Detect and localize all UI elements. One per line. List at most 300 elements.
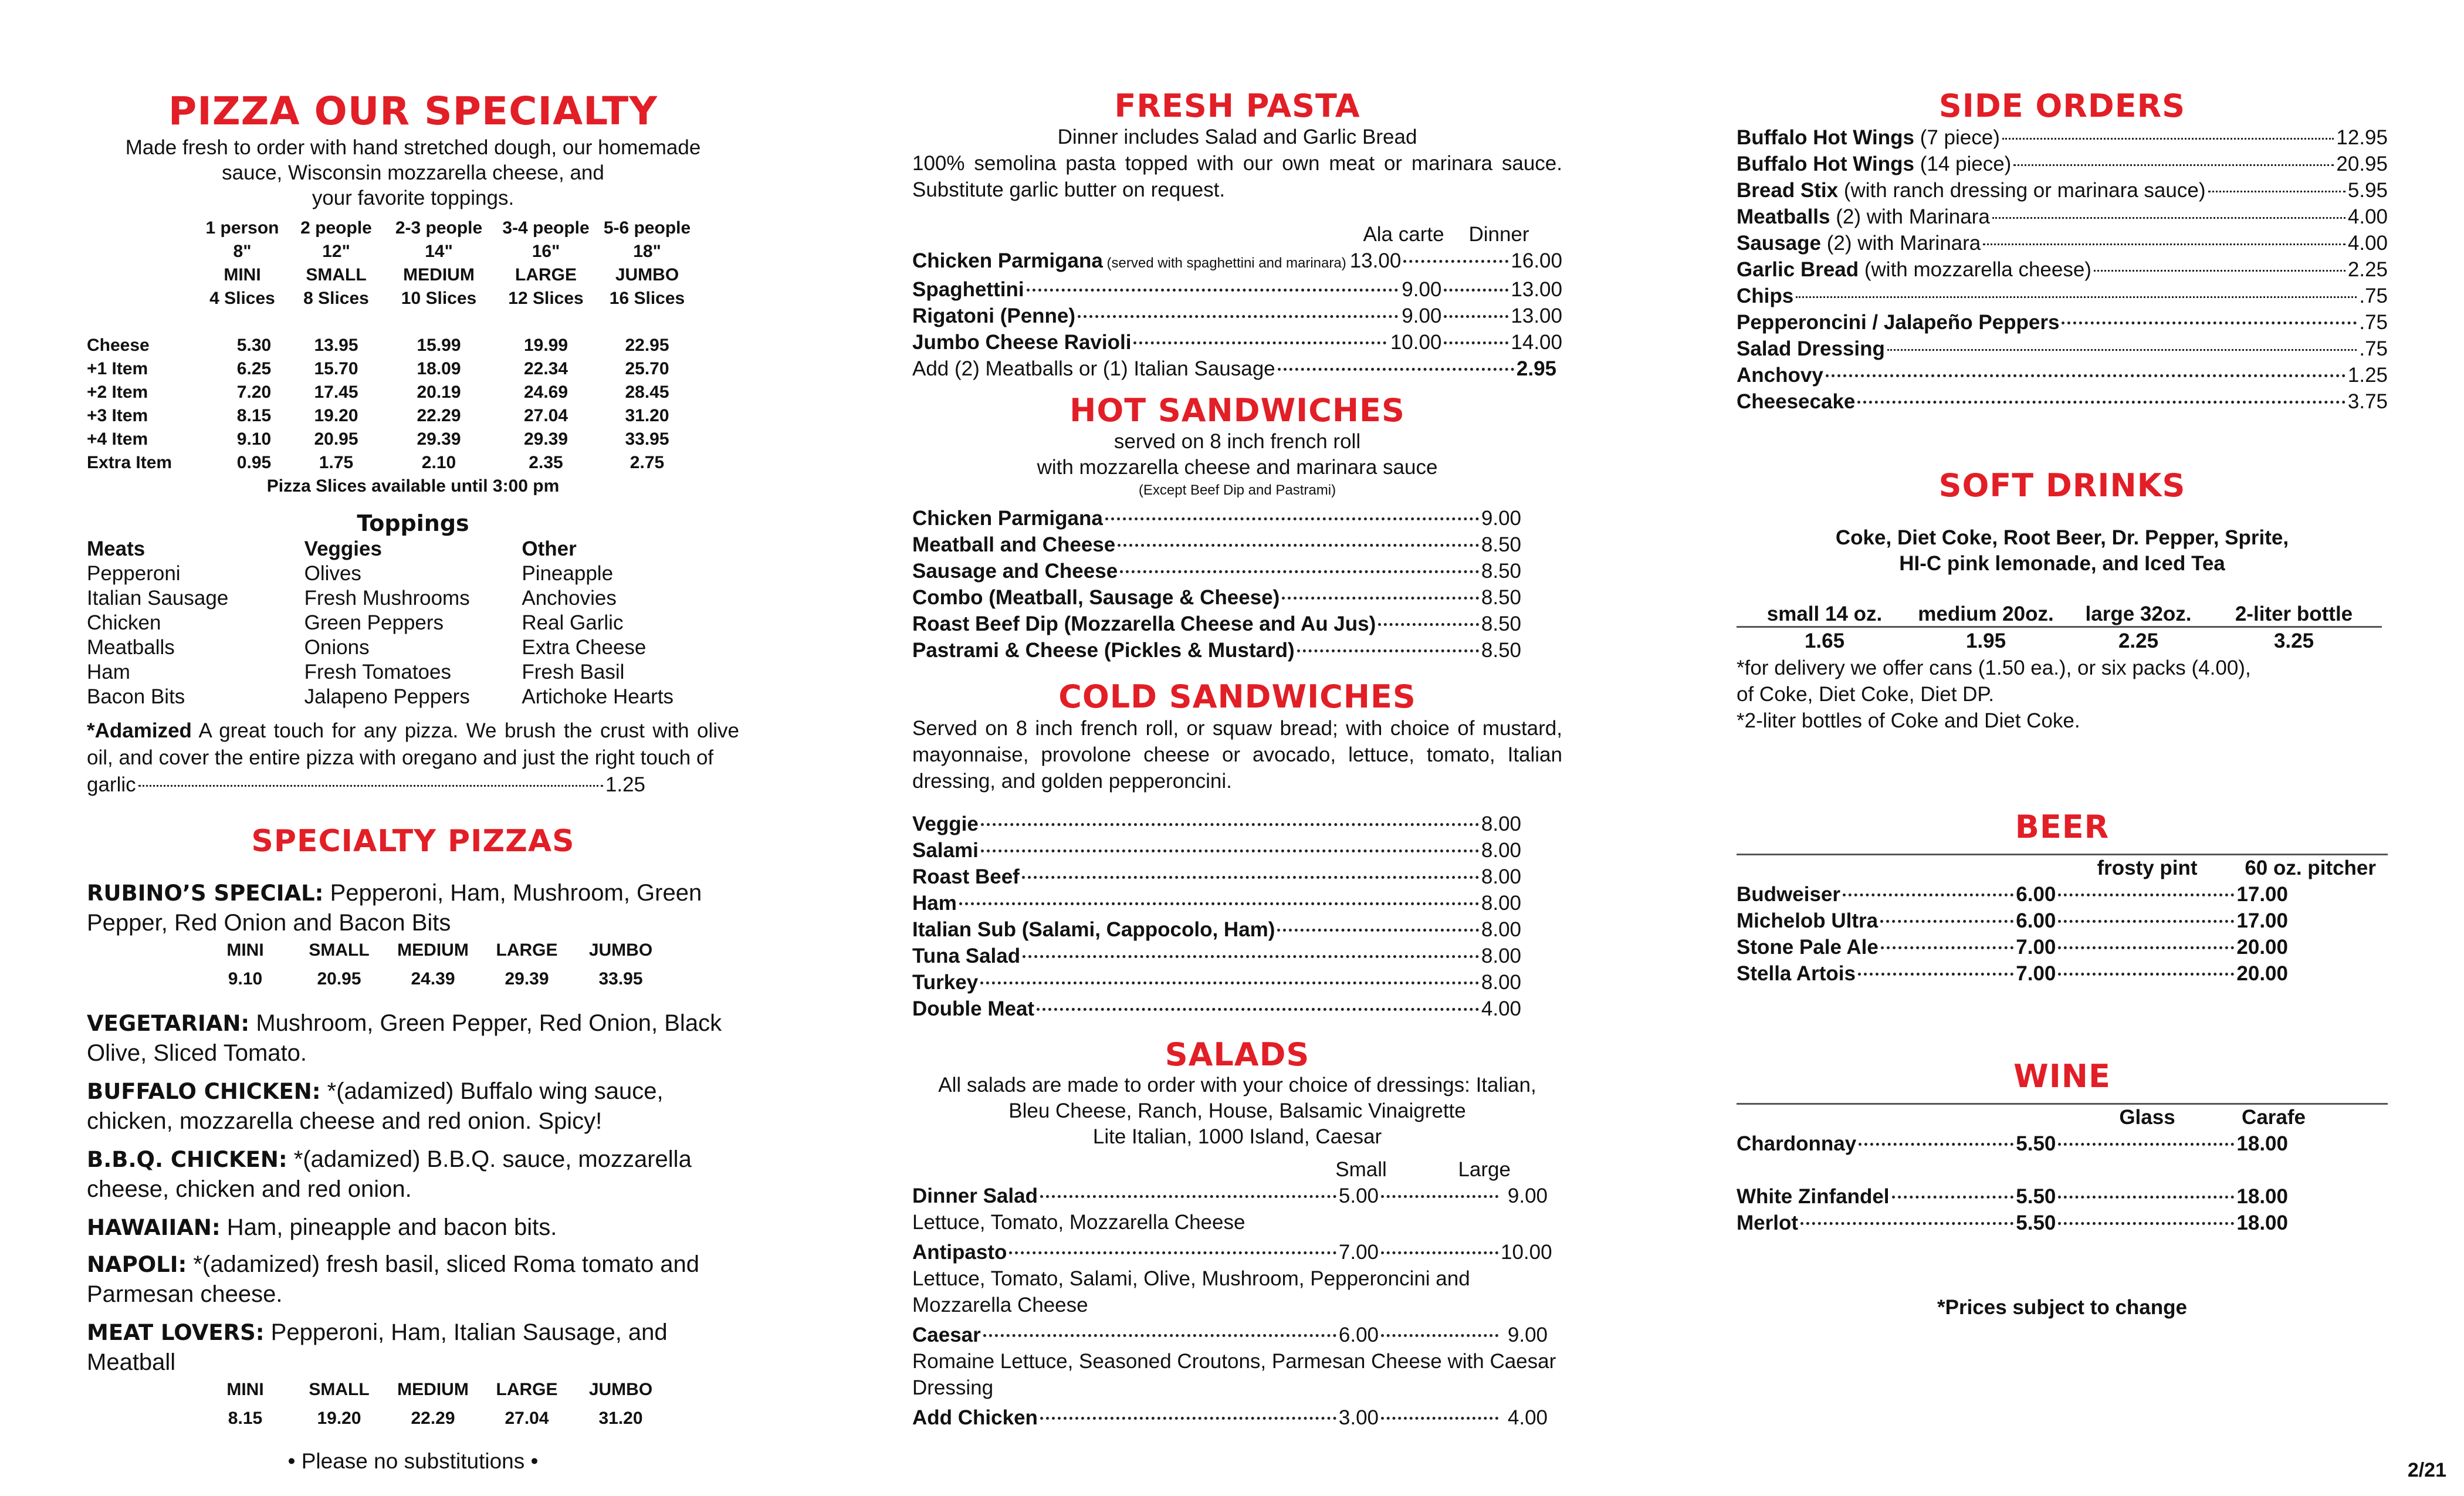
- glass-header: Glass: [2119, 1106, 2175, 1129]
- beer-column-headers: [1737, 855, 2388, 881]
- beer-item: [1737, 881, 2288, 908]
- pizza-name: B.B.Q. CHICKEN:: [87, 1147, 287, 1172]
- item-name: Tuna Salad: [912, 945, 1021, 967]
- hot-sandwich-item: [912, 611, 1562, 637]
- price-cell: 18.09: [417, 359, 461, 378]
- glass-price: 5.50: [2016, 1211, 2056, 1234]
- side-item: [1737, 151, 2388, 177]
- adamized-price-row: [87, 771, 739, 798]
- item-name: Chips: [1737, 285, 1794, 307]
- pasta-description: 100% semolina pasta topped with our own meat or marinara sauce. Substitute garlic butter on request.: [912, 152, 1562, 201]
- leader-dots: [1381, 1195, 1498, 1198]
- spacer: [912, 222, 1346, 248]
- item-note: (with ranch dressing or marinara sauce): [1838, 179, 2206, 202]
- price-row: [87, 404, 739, 428]
- item-name: Stone Pale Ale: [1737, 936, 1879, 959]
- item-price: 8.50: [1481, 612, 1521, 635]
- large-price: 9.00: [1507, 1184, 1548, 1207]
- item-price: 8.00: [1481, 813, 1521, 835]
- adamized-note: [87, 717, 739, 771]
- leader-dots: [980, 981, 1479, 984]
- leader-dots: [1992, 217, 2345, 219]
- pasta-item: [912, 303, 1562, 329]
- soft-drinks-title: SOFT DRINKS: [1938, 467, 2186, 504]
- salad-name: Caesar: [912, 1324, 981, 1346]
- size-name: LARGE: [496, 940, 558, 960]
- item-name: Meatball and Cheese: [912, 533, 1116, 556]
- topping-item: Jalapeno Peppers: [304, 685, 470, 708]
- price-cell: 8.15: [228, 1409, 263, 1428]
- cold-sandwich-item: [912, 943, 1562, 969]
- price-cell: 24.69: [523, 383, 568, 402]
- size-name: JUMBO: [615, 265, 679, 285]
- cold-sandwich-item: [912, 916, 1562, 943]
- no-substitutions-note: • Please no substitutions •: [287, 1449, 539, 1473]
- price-cell: 22.29: [411, 1409, 455, 1428]
- beer-list: [1737, 881, 2288, 987]
- glass-price: 5.50: [2016, 1185, 2056, 1208]
- leader-dots: [2062, 321, 2357, 324]
- add-on-label: Add (2) Meatballs or (1) Italian Sausage: [912, 357, 1275, 380]
- hot-sandwich-list: [912, 505, 1562, 664]
- price-cell: 8.15: [236, 406, 272, 425]
- leader-dots: [1444, 315, 1508, 318]
- leader-dots: [1381, 1417, 1498, 1420]
- pint-price: 6.00: [2016, 909, 2056, 932]
- leader-dots: [1796, 296, 2357, 298]
- price-cell: 22.95: [625, 336, 669, 355]
- pitcher-header: 60 oz. pitcher: [2245, 857, 2376, 879]
- size-slices: 8 Slices: [303, 289, 369, 308]
- item-price: 3.75: [2347, 390, 2388, 413]
- leader-dots: [1381, 1334, 1498, 1337]
- topping-item: Italian Sausage: [87, 587, 229, 610]
- price-cell: 27.04: [505, 1409, 549, 1428]
- item-name: Meatballs: [1737, 205, 1830, 228]
- leader-dots: [1105, 517, 1479, 520]
- drinks-note: *for delivery we offer cans (1.50 ea.), or six packs (4.00),: [1737, 656, 2251, 679]
- item-note: (2) with Marinara: [1820, 232, 1981, 255]
- spacer: [1737, 1157, 2288, 1183]
- pizza-intro-line: Made fresh to order with hand stretched dough, our homemade: [125, 136, 701, 159]
- price-cell: 5.30: [236, 336, 272, 355]
- leader-dots: [1118, 544, 1479, 547]
- salads-list: [912, 1183, 1562, 1431]
- leader-dots: [1378, 623, 1479, 626]
- pizza-name: NAPOLI:: [87, 1252, 187, 1277]
- cold-sandwiches-title: COLD SANDWICHES: [1058, 678, 1416, 715]
- side-item: [1737, 230, 2388, 256]
- item-name: Veggie: [912, 813, 979, 835]
- price-cell: 19.99: [523, 336, 568, 355]
- beer-item: [1737, 960, 2288, 987]
- salad-name: Dinner Salad: [912, 1184, 1038, 1207]
- leader-dots: [1403, 260, 1508, 263]
- price-cell: 20.19: [417, 383, 461, 402]
- specialty-title: SPECIALTY PIZZAS: [251, 824, 575, 859]
- small-price: 6.00: [1338, 1324, 1379, 1346]
- size-inch: 14": [425, 242, 453, 261]
- side-item: [1737, 388, 2388, 415]
- rubino-size-names: [198, 938, 739, 963]
- item-price: 9.00: [1481, 507, 1521, 530]
- item-price: 8.00: [1481, 945, 1521, 967]
- item-note: (with mozzarella cheese): [1859, 258, 2091, 281]
- item-price: 8.00: [1481, 892, 1521, 915]
- size-name: LARGE: [496, 1380, 558, 1399]
- pizza-intro-line: sauce, Wisconsin mozzarella cheese, and: [222, 161, 604, 184]
- toppings-head: Other: [522, 537, 577, 560]
- drinks-line: HI-C pink lemonade, and Iced Tea: [1899, 552, 2225, 575]
- item-name: Salami: [912, 839, 979, 862]
- leader-dots: [959, 902, 1479, 905]
- row-label: Extra Item: [87, 453, 172, 472]
- leader-dots: [1843, 893, 2013, 896]
- topping-item: Fresh Tomatoes: [304, 661, 451, 683]
- leader-dots: [2208, 191, 2345, 192]
- price-cell: 9.10: [228, 969, 263, 989]
- leader-dots: [983, 1334, 1336, 1337]
- leader-dots: [1297, 649, 1479, 652]
- wine-title: WINE: [2013, 1058, 2111, 1095]
- leader-dots: [1800, 1222, 2013, 1225]
- meat-lovers-pizza: [87, 1318, 739, 1377]
- salad-item: [912, 1183, 1562, 1209]
- leader-dots: [1858, 973, 2013, 976]
- beer-item: [1737, 908, 2288, 934]
- carafe-header: Carafe: [2242, 1106, 2306, 1129]
- item-price: 5.95: [2347, 179, 2388, 202]
- pasta-title: FRESH PASTA: [1114, 87, 1360, 124]
- leader-dots: [1881, 946, 2013, 949]
- price-row: [87, 357, 739, 381]
- item-name: Cheesecake: [1737, 390, 1856, 413]
- size-name: SMALL: [309, 940, 370, 960]
- salad-description: Lettuce, Tomato, Mozzarella Cheese: [912, 1211, 1245, 1234]
- item-name: Garlic Bread: [1737, 258, 1859, 281]
- pasta-sandwich-column: [912, 0, 1562, 1431]
- pitcher-price: 17.00: [2236, 883, 2288, 906]
- price-cell: 9.10: [236, 429, 272, 449]
- size-name: MEDIUM: [403, 265, 475, 285]
- price-cell: 2.10: [421, 453, 456, 472]
- pitcher-price: 20.00: [2236, 936, 2288, 959]
- row-label: +4 Item: [87, 429, 148, 449]
- drinks-line: Coke, Diet Coke, Root Beer, Dr. Pepper, Sprite,: [1835, 526, 2289, 549]
- leader-dots: [1983, 243, 2345, 245]
- pasta-add-on: [912, 356, 1562, 382]
- pizza-price-table: [87, 334, 739, 498]
- item-name: Michelob Ultra: [1737, 909, 1879, 932]
- topping-item: Olives: [304, 562, 361, 585]
- salads-subtitle: Bleu Cheese, Ranch, House, Balsamic Vinaigrette: [1008, 1099, 1466, 1122]
- row-label: +2 Item: [87, 383, 148, 402]
- leader-dots: [1023, 955, 1479, 958]
- sides-drinks-column: [1737, 0, 2388, 1321]
- leader-dots: [2058, 920, 2234, 923]
- price-row: [87, 428, 739, 451]
- item-price: 4.00: [1481, 997, 1521, 1020]
- item-price: 8.50: [1481, 560, 1521, 583]
- cold-sandwich-item: [912, 837, 1562, 864]
- salads-subtitle: All salads are made to order with your choice of dressings: Italian,: [938, 1074, 1536, 1096]
- price-cell: 15.99: [417, 336, 461, 355]
- leader-dots: [1444, 289, 1508, 292]
- pasta-list: [912, 248, 1562, 382]
- side-item: [1737, 256, 2388, 283]
- toppings-head: Veggies: [304, 537, 382, 560]
- adamized-text: A great touch for any pizza. We brush the crust with olive oil, and cover the entire pizza with oregano and just the right touch of: [87, 719, 739, 769]
- vegetarian-pizza: [87, 1008, 739, 1068]
- topping-item: Anchovies: [522, 587, 617, 610]
- size-name: MINI: [224, 265, 261, 285]
- toppings-title: Toppings: [357, 510, 469, 536]
- pint-price: 6.00: [2016, 883, 2056, 906]
- side-orders-title: SIDE ORDERS: [1938, 87, 2186, 124]
- buffalo-chicken-pizza: [87, 1077, 739, 1136]
- drinks-note: of Coke, Diet Coke, Diet DP.: [1737, 683, 1994, 706]
- price-cell: 29.39: [417, 429, 461, 449]
- large-price: 9.00: [1507, 1324, 1548, 1346]
- pizza-name: BUFFALO CHICKEN:: [87, 1079, 321, 1104]
- leader-dots: [1277, 929, 1478, 932]
- toppings-column-meats: [87, 537, 304, 709]
- topping-item: Fresh Basil: [522, 661, 625, 683]
- price-cell: 20.95: [317, 969, 361, 989]
- pint-price: 7.00: [2016, 962, 2056, 985]
- drink-price: 1.95: [1965, 629, 2006, 652]
- item-name: Pastrami & Cheese (Pickles & Mustard): [912, 639, 1295, 662]
- side-item: [1737, 204, 2388, 230]
- item-price: 20.95: [2336, 153, 2388, 175]
- item-name: Salad Dressing: [1737, 337, 1885, 360]
- price-cell: 29.39: [523, 429, 568, 449]
- salad-item: [912, 1322, 1562, 1348]
- item-price: 8.00: [1481, 918, 1521, 941]
- cold-sandwich-item: [912, 864, 1562, 890]
- side-item: [1737, 362, 2388, 388]
- pasta-name: Spaghettini: [912, 278, 1024, 301]
- meat-prices: [198, 1402, 739, 1435]
- topping-item: Pineapple: [522, 562, 614, 585]
- wine-column-headers: [1737, 1105, 2388, 1131]
- salads-subtitle: Lite Italian, 1000 Island, Caesar: [1092, 1125, 1382, 1148]
- item-price: 12.95: [2336, 126, 2388, 149]
- leader-dots: [2058, 893, 2234, 896]
- price-cell: 19.20: [317, 1409, 361, 1428]
- side-item: [1737, 309, 2388, 336]
- price-cell: 19.20: [314, 406, 358, 425]
- drinks-prices-row: [1737, 628, 2388, 655]
- item-note: (14 piece): [1914, 153, 2012, 175]
- size-name: MEDIUM: [397, 1380, 469, 1399]
- cold-sandwich-item: [912, 811, 1562, 837]
- pasta-item: [912, 276, 1562, 303]
- leader-dots: [1133, 341, 1386, 344]
- beer-title: BEER: [2015, 808, 2110, 845]
- size-slices: 4 Slices: [209, 289, 275, 308]
- price-cell: 33.95: [625, 429, 669, 449]
- size-inch: 8": [233, 242, 252, 261]
- price-cell: 22.29: [417, 406, 461, 425]
- napoli-pizza: [87, 1250, 739, 1309]
- spacer: [1737, 855, 2077, 881]
- topping-item: Fresh Mushrooms: [304, 587, 470, 610]
- pasta-name: Chicken Parmigana: [912, 249, 1103, 272]
- toppings-head: Meats: [87, 537, 145, 560]
- salad-description: Lettuce, Tomato, Salami, Olive, Mushroom, Pepperoncini and Mozzarella Cheese: [912, 1267, 1470, 1316]
- side-item: [1737, 124, 2388, 151]
- size-name: JUMBO: [588, 940, 653, 960]
- price-cell: 17.45: [314, 383, 358, 402]
- hot-sandwiches-title: HOT SANDWICHES: [1069, 392, 1405, 429]
- topping-item: Pepperoni: [87, 562, 181, 585]
- leader-dots: [1009, 1251, 1336, 1254]
- dinner-header: Dinner: [1468, 223, 1529, 246]
- dinner-price: 13.00: [1511, 304, 1562, 327]
- drinks-note: *2-liter bottles of Coke and Diet Coke.: [1737, 709, 2080, 732]
- drink-size: small 14 oz.: [1766, 603, 1883, 625]
- pizza-desc: Pepperoni, Ham, Italian Sausage, and Meatball: [87, 1319, 668, 1375]
- price-cell: 1.75: [319, 453, 354, 472]
- item-name: Sausage and Cheese: [912, 560, 1118, 583]
- pizza-desc: *(adamized) Buffalo wing sauce, chicken, mozzarella cheese and red onion. Spicy!: [87, 1078, 664, 1134]
- price-cell: 13.95: [314, 336, 358, 355]
- drink-price: 1.65: [1804, 629, 1845, 652]
- price-cell: 2.35: [529, 453, 563, 472]
- size-people: 3-4 people: [502, 218, 590, 238]
- ala-carte-price: 13.00: [1349, 249, 1402, 272]
- item-name: Roast Beef Dip (Mozzarella Cheese and Au Jus): [912, 612, 1376, 635]
- toppings-list: [87, 537, 739, 709]
- item-name: Budweiser: [1737, 883, 1840, 906]
- small-price: 7.00: [1338, 1241, 1379, 1264]
- drink-size: medium 20oz.: [1918, 603, 2054, 625]
- pasta-name: Rigatoni (Penne): [912, 304, 1076, 327]
- page-number: 2/21: [2407, 1459, 2446, 1481]
- item-name: Double Meat: [912, 997, 1035, 1020]
- wine-item: [1737, 1183, 2288, 1210]
- price-row: [87, 381, 739, 404]
- pitcher-price: 17.00: [2236, 909, 2288, 932]
- item-name: Bread Stix: [1737, 179, 1839, 202]
- item-name: Buffalo Hot Wings: [1737, 153, 1914, 175]
- topping-item: Ham: [87, 661, 130, 683]
- drink-size: 2-liter bottle: [2235, 603, 2353, 625]
- ala-carte-price: 9.00: [1402, 278, 1442, 301]
- item-price: .75: [2359, 311, 2388, 334]
- rubino-prices: [198, 963, 739, 996]
- item-price: .75: [2359, 337, 2388, 360]
- price-cell: 27.04: [523, 406, 568, 425]
- item-name: White Zinfandel: [1737, 1185, 1890, 1208]
- pizza-desc: Mushroom, Green Pepper, Red Onion, Black Olive, Sliced Tomato.: [87, 1010, 722, 1066]
- pasta-name: Jumbo Cheese Ravioli: [912, 331, 1132, 354]
- item-name: Sausage: [1737, 232, 1821, 255]
- pasta-note: (served with spaghettini and marinara): [1102, 255, 1346, 271]
- small-header: Small: [1335, 1158, 1387, 1181]
- hot-sandwich-item: [912, 558, 1562, 584]
- size-inch: 16": [532, 242, 560, 261]
- leader-dots: [138, 785, 603, 787]
- hot-exception-note: (Except Beef Dip and Pastrami): [1138, 482, 1336, 498]
- wine-item: [1737, 1131, 2288, 1157]
- item-name: Ham: [912, 892, 957, 915]
- leader-dots: [2013, 164, 2334, 166]
- size-name: SMALL: [309, 1380, 370, 1399]
- hot-sandwich-item: [912, 584, 1562, 611]
- drinks-sizes-row: [1737, 603, 2382, 628]
- row-label: Cheese: [87, 336, 150, 355]
- item-price: 8.00: [1481, 865, 1521, 888]
- item-name: Chardonnay: [1737, 1132, 1857, 1155]
- pizza-title: PIZZA OUR SPECIALTY: [168, 89, 658, 134]
- pizza-intro: [87, 135, 739, 211]
- topping-item: Onions: [304, 636, 370, 659]
- size-slices: 16 Slices: [609, 289, 685, 308]
- price-cell: 0.95: [236, 453, 272, 472]
- dinner-price: 14.00: [1511, 331, 1562, 354]
- pasta-item: [912, 248, 1562, 276]
- pint-price: 7.00: [2016, 936, 2056, 959]
- item-name: Buffalo Hot Wings: [1737, 126, 1914, 149]
- price-cell: 28.45: [625, 383, 669, 402]
- size-people: 2-3 people: [395, 218, 483, 238]
- pizza-desc: Ham, pineapple and bacon bits.: [220, 1214, 557, 1240]
- leader-dots: [2058, 1143, 2234, 1146]
- salad-add-on: [912, 1404, 1562, 1431]
- leader-dots: [2094, 270, 2345, 272]
- leader-dots: [1880, 920, 2013, 923]
- item-name: Roast Beef: [912, 865, 1020, 888]
- drink-price: 2.25: [2118, 629, 2159, 652]
- item-price: 2.25: [2347, 258, 2388, 281]
- leader-dots: [1381, 1251, 1498, 1254]
- wine-list: [1737, 1131, 2288, 1236]
- pizza-name: HAWAIIAN:: [87, 1215, 221, 1240]
- leader-dots: [1278, 368, 1514, 371]
- cold-sandwich-item: [912, 890, 1562, 916]
- leader-dots: [981, 849, 1479, 852]
- hot-subtitle: served on 8 inch french roll: [1113, 430, 1361, 453]
- salad-description: Romaine Lettuce, Seasoned Croutons, Parmesan Cheese with Caesar Dressing: [912, 1350, 1556, 1399]
- ala-carte-header: Ala carte: [1363, 223, 1444, 246]
- pizza-name: MEAT LOVERS:: [87, 1320, 265, 1345]
- leader-dots: [1444, 341, 1508, 344]
- price-cell: 29.39: [505, 969, 549, 989]
- carafe-price: 18.00: [2236, 1132, 2288, 1155]
- item-note: (7 piece): [1914, 126, 2000, 149]
- price-cell: 31.20: [598, 1409, 643, 1428]
- item-price: 4.00: [2347, 205, 2388, 228]
- leader-dots: [1892, 1196, 2014, 1199]
- topping-item: Bacon Bits: [87, 685, 185, 708]
- topping-item: Chicken: [87, 611, 161, 634]
- price-cell: 33.95: [598, 969, 643, 989]
- size-name: JUMBO: [588, 1380, 653, 1399]
- large-price: 4.00: [1507, 1406, 1548, 1429]
- hawaiian-pizza: [87, 1213, 739, 1243]
- item-name: Turkey: [912, 971, 979, 994]
- item-name: Italian Sub (Salami, Cappocolo, Ham): [912, 918, 1275, 941]
- size-inch: 18": [633, 242, 661, 261]
- leader-dots: [1120, 570, 1479, 573]
- item-price: 8.50: [1481, 533, 1521, 556]
- salads-column-headers: [912, 1157, 1562, 1183]
- item-price: .75: [2359, 285, 2388, 307]
- spacer: [1737, 1105, 2077, 1131]
- side-item: [1737, 336, 2388, 362]
